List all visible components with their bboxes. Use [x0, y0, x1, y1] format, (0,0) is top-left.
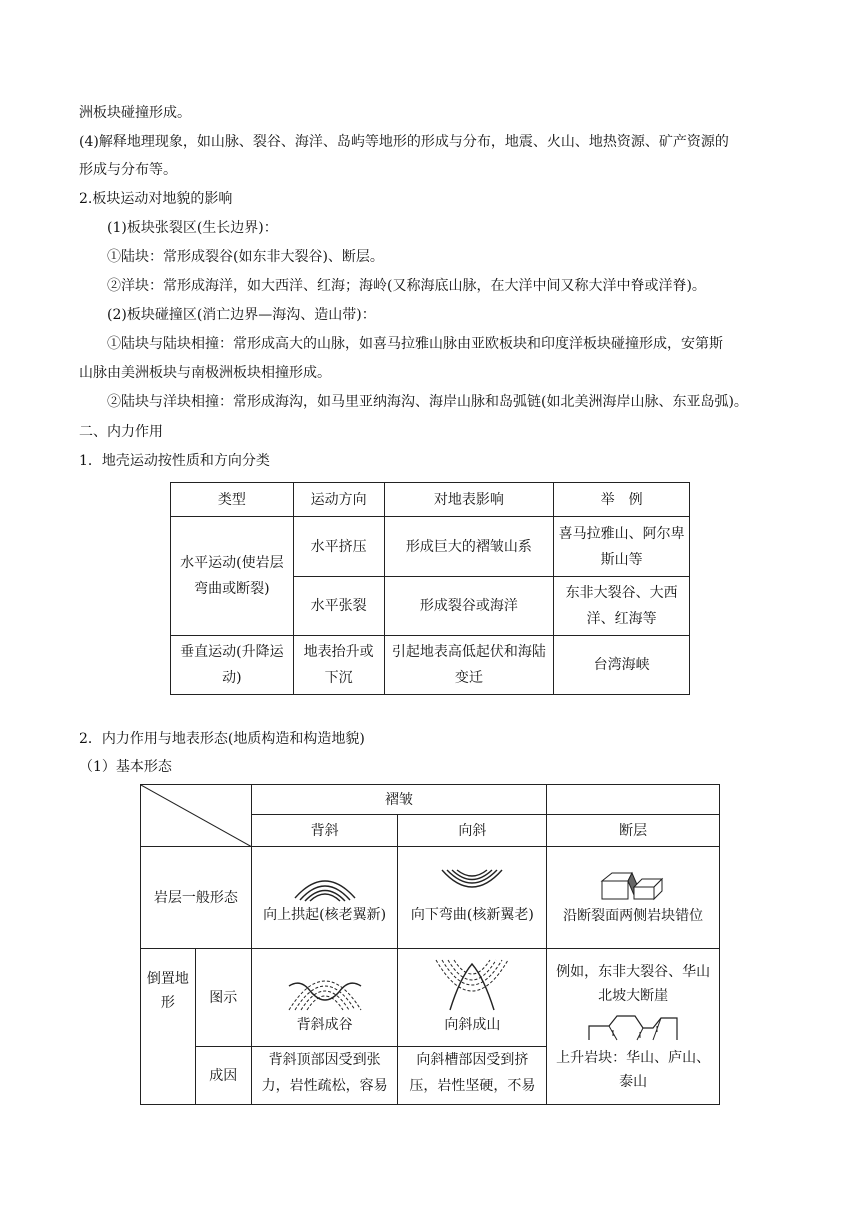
fault-block-diagram [598, 867, 668, 903]
fault-header: 断层 [547, 815, 720, 847]
cell-fold-mountains: 形成巨大的褶皱山系 [384, 517, 554, 577]
text-line-3: 形成与分布等。 [79, 162, 177, 178]
fault-cause-text: 上升岩块：华山、庐山、泰山 [556, 1049, 711, 1090]
geologic-structure-table [140, 784, 720, 1105]
fault-form-text: 沿断裂面两侧岩块错位 [563, 907, 704, 924]
anticline-valley-text: 背斜成谷 [296, 1016, 353, 1033]
text-ocean-collision: ②陆块与洋块相撞：常形成海沟，如马里亚纳海沟、海岸山脉和岛弧链(如北美洲海岸山脉、东亚岛弧)。 [107, 394, 748, 410]
cell-horizontal-type: 水平运动(使岩层弯曲或断裂) [171, 517, 294, 636]
crust-movement-table [170, 482, 690, 695]
heading-landforms: 2．内力作用与地表形态(地质构造和构造地貌) [79, 731, 365, 747]
empty-header [547, 785, 720, 815]
syncline-diagram [437, 868, 507, 902]
anticline-header: 背斜 [251, 815, 398, 847]
syncline-mountain-text: 向斜成山 [444, 1016, 501, 1033]
syncline-mountain-cell [398, 949, 547, 1047]
fold-header: 褶皱 [251, 785, 547, 815]
fault-landform-diagram [587, 1012, 679, 1042]
syncline-form-cell [398, 847, 547, 949]
cause-label: 成因 [195, 1047, 251, 1105]
cell-rift-example: 东非大裂谷、大西洋、红海等 [554, 577, 690, 636]
cell-uplift: 地表抬升或下沉 [293, 636, 384, 695]
syncline-cause-cell: 向斜槽部因受到挤压，岩性坚硬，不易 [398, 1047, 547, 1105]
anticline-valley-cell [251, 949, 398, 1047]
anticline-form-text: 向上拱起(核老翼新) [263, 906, 387, 923]
diagonal-header-cell [141, 785, 252, 847]
cell-rift-ocean: 形成裂谷或海洋 [384, 577, 554, 636]
header-type: 类型 [171, 483, 294, 517]
cell-relief-change: 引起地表高低起伏和海陆变迁 [384, 636, 554, 695]
anticline-cause-cell: 背斜顶部因受到张力，岩性疏松，容易 [251, 1047, 398, 1105]
syncline-header: 向斜 [398, 815, 547, 847]
header-direction: 运动方向 [293, 483, 384, 517]
fault-example-cell [547, 949, 720, 1105]
section-heading-internal: 二、内力作用 [79, 424, 163, 440]
header-impact: 对地表影响 [384, 483, 554, 517]
subheading-divergent: (1)板块张裂区(生长边界)： [107, 220, 278, 236]
text-continent-collision-2: 山脉由美洲板块与南极洲板块相撞形成。 [79, 365, 331, 381]
anticline-diagram [290, 868, 360, 902]
fault-form-cell [547, 847, 720, 949]
text-continent-collision-1: ①陆块与陆块相撞：常形成高大的山脉，如喜马拉雅山脉由亚欧板块和印度洋板块碰撞形成，安第斯 [107, 336, 723, 352]
cell-tension: 水平张裂 [293, 577, 384, 636]
cell-compress: 水平挤压 [293, 517, 384, 577]
cell-vertical-type: 垂直运动(升降运动) [171, 636, 294, 695]
heading-plate-impact: 2.板块运动对地貌的影响 [79, 191, 233, 207]
diagonal-line [141, 785, 252, 847]
syncline-form-text: 向下弯曲(核新翼老) [410, 906, 534, 923]
text-oceanic-rift: ②洋块：常形成海洋，如大西洋、红海；海岭(又称海底山脉，在大洋中间又称大洋中脊或洋脊)。 [107, 278, 706, 294]
heading-basic-forms: （1）基本形态 [79, 759, 172, 775]
text-line-1: 洲板块碰撞形成。 [79, 105, 191, 121]
fault-example-text: 例如，东非大裂谷、华山北坡大断崖 [556, 963, 711, 1004]
text-line-2: (4)解释地理现象，如山脉、裂谷、海洋、岛屿等地形的形成与分布，地震、火山、地热资源、矿产资源的 [79, 134, 729, 150]
syncline-mountain-diagram [432, 958, 512, 1012]
cell-taiwan-strait: 台湾海峡 [554, 636, 690, 695]
anticline-form-cell [251, 847, 398, 949]
text-continental-rift: ①陆块：常形成裂谷(如东非大裂谷)、断层。 [107, 249, 384, 265]
subheading-convergent: (2)板块碰撞区(消亡边界—海沟、造山带)： [107, 307, 376, 323]
general-form-label: 岩层一般形态 [141, 847, 252, 949]
cell-himalaya-example: 喜马拉雅山、阿尔卑斯山等 [554, 517, 690, 577]
heading-crust-movement: 1．地壳运动按性质和方向分类 [79, 453, 270, 469]
header-example: 举 例 [554, 483, 690, 517]
diagram-label: 图示 [195, 949, 251, 1047]
inverted-landform-label: 倒置地形 [141, 949, 196, 1105]
anticline-valley-diagram [285, 958, 365, 1012]
